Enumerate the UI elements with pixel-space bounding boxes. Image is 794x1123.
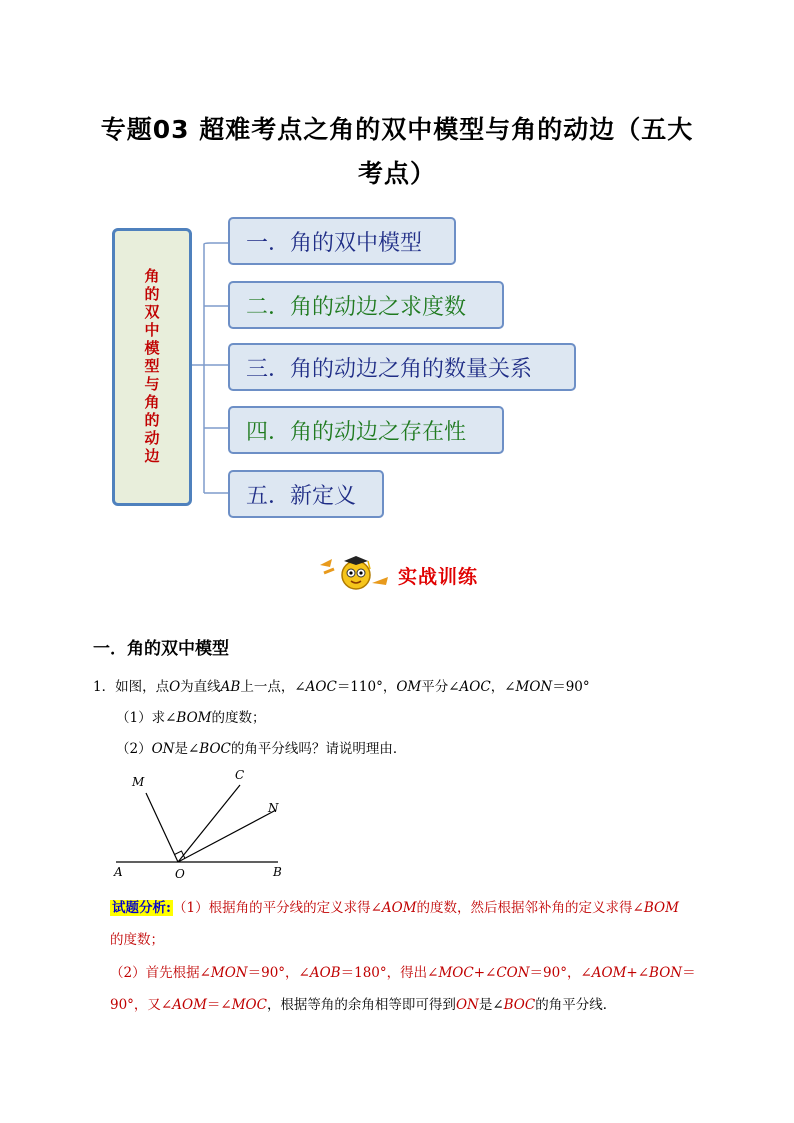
mindmap-branch-3 [228,343,576,391]
analysis-3-text-5: 的角平分线． [535,997,617,1013]
mascot-graduate-icon [318,553,394,593]
problem-stem-text-7: ＝90° [552,679,590,695]
problem-stem [93,675,590,695]
question-2-text-1: （2） [116,741,152,757]
analysis-2-text-1: （2）首先根据∠ [110,965,211,981]
var-MON: MON [515,679,553,695]
question-1-text-2: 的度数； [211,710,266,726]
var-AOC-2: AOC [459,679,491,695]
var-BOM-2: BOM [643,900,679,916]
analysis-line-1 [110,896,679,916]
var-AOB: AOB [309,965,341,981]
var-BON: BON [649,965,683,981]
label-A: A [114,865,123,879]
var-AOC: AOC [305,679,337,695]
mindmap-branch-4 [228,406,504,454]
analysis-1-text-1: （1）根据角的平分线的定义求得∠ [172,900,382,916]
analysis-2-text-2: ＝90°，∠ [247,965,310,981]
var-BOC: BOC [199,741,231,757]
analysis-2-text-7: ＝ [682,965,696,981]
problem-stem-text-2: 为直线 [180,679,221,695]
var-MOC-2: MOC [231,997,267,1013]
mindmap-branch-5-label: 五．新定义 [246,483,357,509]
var-MOC: MOC [438,965,474,981]
analysis-3-text-3: ，根据等角的余角相等即可得到 [266,997,456,1013]
mindmap-branch-1-label: 一．角的双中模型 [246,230,423,256]
analysis-line-3 [110,961,696,981]
question-1-text-1: （1）求∠ [116,710,177,726]
analysis-tag: 试题分析: [112,900,171,916]
analysis-2-text-5: ＝90°，∠ [529,965,592,981]
problem-stem-text-6: ，∠ [490,679,516,695]
label-C: C [235,768,245,782]
var-AOM: AOM [381,900,417,916]
section-title: 一．角的双中模型 [93,639,229,659]
title-line-1: 专题03 超难考点之角的双中模型与角的动边（五大 [100,115,694,144]
practice-heading: 实战训练 [398,566,479,588]
analysis-3-text-4: 是∠ [478,997,504,1013]
mindmap-branch-2-label: 二．角的动边之求度数 [246,294,467,320]
ray-ON [178,810,276,862]
analysis-line-4 [110,993,616,1013]
label-N: N [268,801,279,815]
var-BOM: BOM [176,710,212,726]
var-CON: CON [496,965,530,981]
problem-stem-text-1: 如图，点 [115,679,170,695]
analysis-3-text-2: ＝∠ [206,997,232,1013]
var-ON-2: ON [455,997,479,1013]
mindmap-branch-5 [228,470,384,518]
mindmap-branch-4-label: 四．角的动边之存在性 [246,419,467,445]
problem-number: 1． [93,679,116,695]
analysis-line-2: 的度数； [110,932,164,948]
question-2-text-2: 是∠ [174,741,200,757]
var-ON: ON [151,741,175,757]
var-AOM-3: AOM [172,997,207,1013]
analysis-1-text-2: 的度数，然后根据邻补角的定义求得∠ [416,900,644,916]
ray-OC [178,785,240,862]
analysis-2-text-3: ＝180°，得出∠ [340,965,439,981]
document-title [60,108,734,196]
mindmap-branch-3-label: 三．角的动边之角的数量关系 [246,356,533,382]
angle-figure [108,765,298,885]
mindmap-root-box: 角的双中模型与角的动边 [112,228,192,506]
analysis-3-text-1: 90°，又∠ [110,997,173,1013]
label-M: M [132,775,145,789]
var-O: O [169,679,181,695]
var-OM: OM [396,679,422,695]
mindmap-branch-1 [228,217,456,265]
question-2 [116,737,406,757]
label-B: B [273,865,282,879]
title-line-2: 考点） [357,159,436,188]
ray-OM [146,793,178,862]
problem-stem-text-4: ＝110°， [336,679,397,695]
var-AOM-2: AOM [591,965,627,981]
var-AB: AB [220,679,241,695]
mindmap-connector [192,238,232,498]
analysis-2-text-6: +∠ [626,965,650,981]
label-O: O [175,867,185,881]
question-2-text-3: 的角平分线吗？请说明理由． [230,741,407,757]
var-BOC-2: BOC [503,997,536,1013]
problem-stem-text-5: 平分∠ [421,679,460,695]
var-MON-2: MON [210,965,248,981]
problem-stem-text-3: 上一点，∠ [240,679,306,695]
mindmap-branch-2 [228,281,504,329]
analysis-2-text-4: +∠ [473,965,497,981]
question-1 [116,706,265,726]
